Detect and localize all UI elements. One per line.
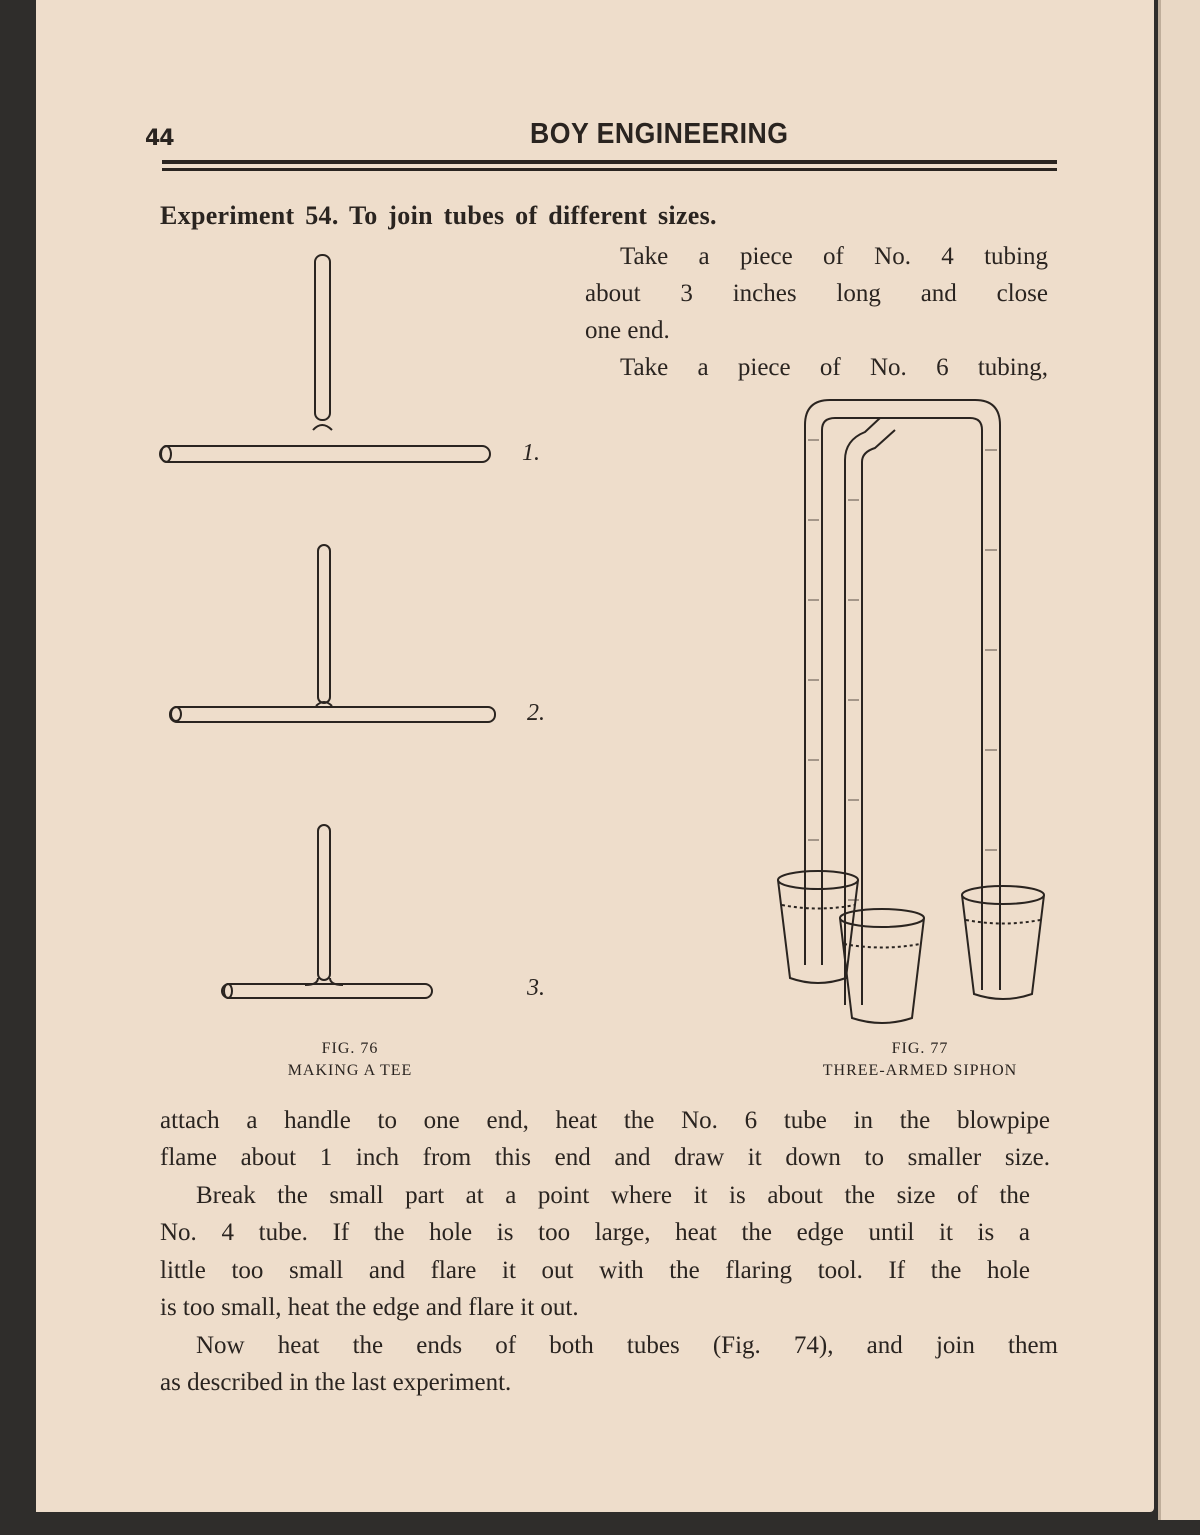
- text-line: No. 4 tube. If the hole is too large, heat the edge until it is a: [160, 1219, 1030, 1246]
- page-number: 44: [145, 126, 174, 151]
- running-title: BOY ENGINEERING: [530, 118, 789, 150]
- figure-77-number: FIG. 77: [891, 1040, 949, 1057]
- siphon-illustration: [778, 400, 1044, 1023]
- text-line: Now heat the ends of both tubes (Fig. 74), and join them: [196, 1332, 1058, 1359]
- tee-step-1-illustration: [160, 255, 490, 462]
- tee-step-2-illustration: [170, 545, 495, 722]
- text-line: is too small, heat the edge and flare it out.: [160, 1294, 579, 1321]
- figure-76-number: FIG. 76: [321, 1040, 379, 1057]
- tee-step-label: 2.: [527, 700, 545, 726]
- right-cup: [962, 886, 1044, 999]
- tee-step-label: 3.: [527, 975, 545, 1001]
- text-line: attach a handle to one end, heat the No. 6 tube in the blowpipe: [160, 1107, 1050, 1134]
- text-line: Take a piece of No. 6 tubing,: [620, 354, 1048, 381]
- text-line: as described in the last experiment.: [160, 1369, 512, 1396]
- text-line: about 3 inches long and close: [585, 280, 1048, 307]
- experiment-heading: Experiment 54. To join tubes of different sizes.: [160, 201, 717, 230]
- figure-77-title: THREE-ARMED SIPHON: [822, 1062, 1018, 1079]
- tee-step-3-illustration: [222, 825, 432, 998]
- text-line: flame about 1 inch from this end and draw it down to smaller size.: [160, 1144, 1050, 1171]
- text-line: Break the small part at a point where it is about the size of the: [196, 1182, 1030, 1209]
- text-line: Take a piece of No. 4 tubing: [620, 243, 1048, 270]
- text-line: one end.: [585, 317, 670, 344]
- text-line: little too small and flare it out with the flaring tool. If the hole: [160, 1257, 1030, 1284]
- figure-76-title: MAKING A TEE: [287, 1062, 413, 1079]
- tee-step-label: 1.: [522, 440, 540, 466]
